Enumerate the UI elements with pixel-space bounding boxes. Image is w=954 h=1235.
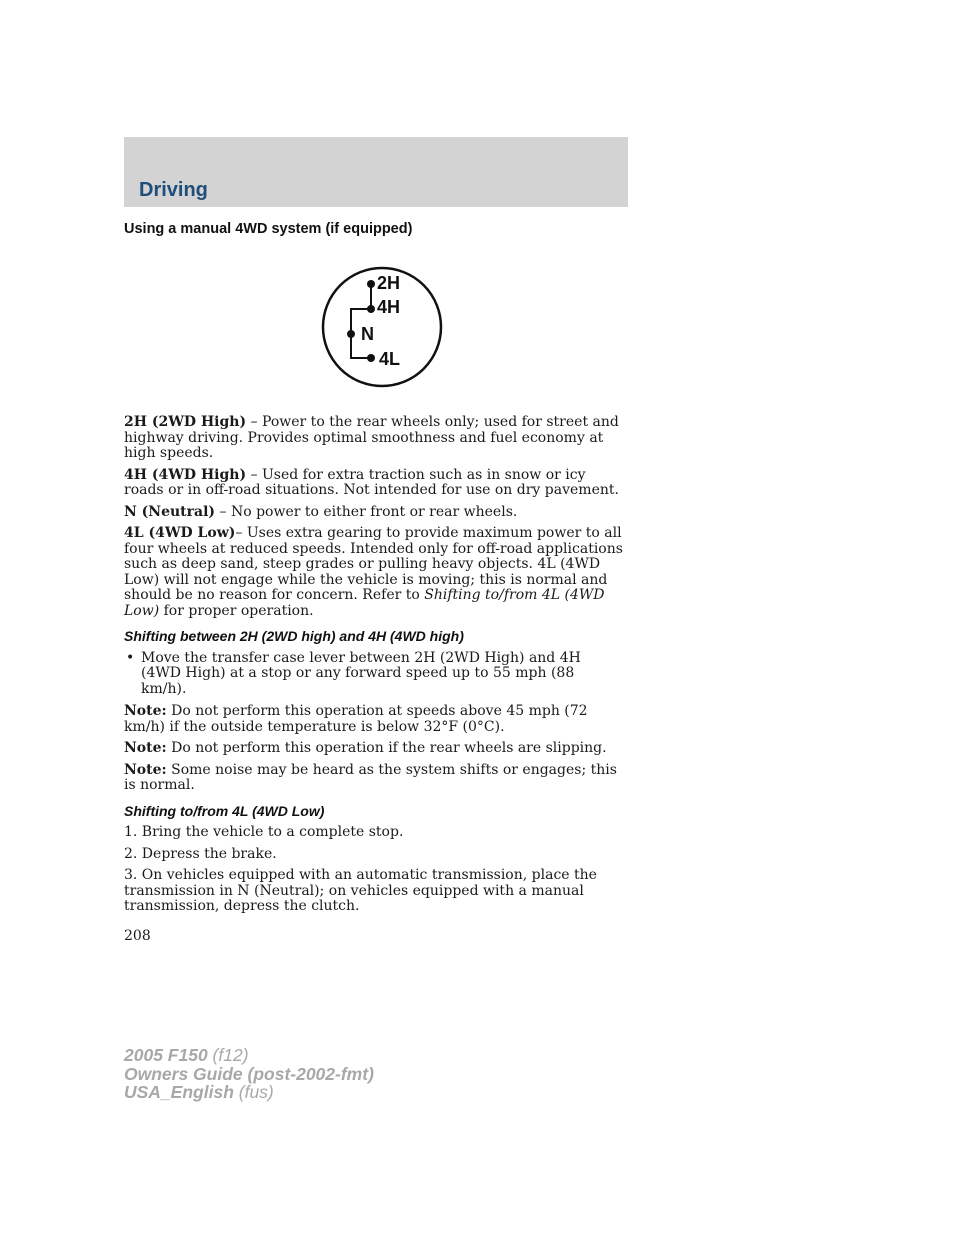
note-paragraph [124,704,624,735]
position-4l-label: 4L [379,349,401,369]
note-label: Note: [124,703,167,719]
footer-model-line [124,1046,374,1065]
position-4h-dot [367,305,375,313]
position-2h-label: 2H [377,273,401,293]
note-text: Do not perform this operation at speeds above 45 mph (72 km/h) if the outside temperature is below 32°F (0°C). [124,703,588,735]
mode-description: – Uses extra gearing to provide maximum power to all four wheels at reduced speeds. Intended only for off-road applications such as deep sand, steep grades or pulling heavy objects. 4L (4WD Low) will not engage while the vehicle is moving; this is normal and should be no reason for concern. Refer to [124,525,623,603]
document-footer [124,1046,374,1102]
note-text: Do not perform this operation if the rear wheels are slipping. [166,740,607,756]
body-content [124,415,624,944]
mode-n-paragraph [124,505,624,521]
mode-description-tail: for proper operation. [159,602,314,619]
footer-language-code: (fus) [233,1082,274,1102]
step-item: 2. Depress the brake. [124,845,277,862]
section-header-band [124,137,628,207]
mode-term: 2H (2WD High) [124,414,247,430]
cross-reference: Shifting to/from 4L (4WD Low) [124,587,605,619]
footer-model-code: (f12) [207,1045,249,1065]
mode-term: N (Neutral) [124,503,216,520]
mode-term: 4L (4WD Low) [124,525,236,541]
footer-language-line [124,1083,374,1102]
section-title: Driving [139,179,208,201]
mode-description: – Used for extra traction such as in snow or icy roads or in off-road situations. Not intended for use on dry pavement. [124,466,619,498]
note-label: Note: [124,761,167,778]
note-paragraph [124,741,624,757]
position-4l-dot [367,354,375,362]
transfer-case-shift-diagram [316,263,448,393]
footer-model: 2005 F150 [124,1045,208,1065]
footer-language: USA_English [124,1082,234,1102]
bullet-item [124,651,624,698]
position-4h-label: 4H [377,297,401,317]
note-paragraph [124,763,624,794]
section-heading: Using a manual 4WD system (if equipped) [124,221,413,237]
page-number: 208 [124,927,151,944]
step-item: 1. Bring the vehicle to a complete stop. [124,824,404,840]
mode-term: 4H (4WD High) [124,466,247,483]
bullet-text: Move the transfer case lever between 2H (2WD High) and 4H (4WD High) at a stop or any forward speed up to 55 mph (88 km/h). [141,649,581,697]
mode-4h-paragraph [124,468,624,499]
note-text: Some noise may be heard as the system shifts or engages; this is normal. [124,761,617,793]
shift-4l-heading: Shifting to/from 4L (4WD Low) [124,802,325,819]
shift-pattern-illustration [316,263,448,393]
position-2h-dot [367,280,375,288]
step-item: 3. On vehicles equipped with an automatic transmission, place the transmission in N (Neutral); on vehicles equipped with a manual transmission, depress the clutch. [124,867,597,914]
mode-4l-paragraph [124,526,624,619]
footer-guide-line: Owners Guide (post-2002-fmt) [124,1063,374,1084]
shift-2h-4h-heading: Shifting between 2H (2WD high) and 4H (4WD high) [124,628,464,644]
bullet-dot: • [126,649,135,666]
mode-description: – No power to either front or rear wheels. [215,503,518,520]
mode-description: – Power to the rear wheels only; used for street and highway driving. Provides optimal smoothness and fuel economy at high speeds. [124,414,619,461]
position-n-dot [347,330,355,338]
mode-2h-paragraph [124,415,624,462]
position-n-label: N [361,324,374,344]
note-label: Note: [124,740,167,756]
